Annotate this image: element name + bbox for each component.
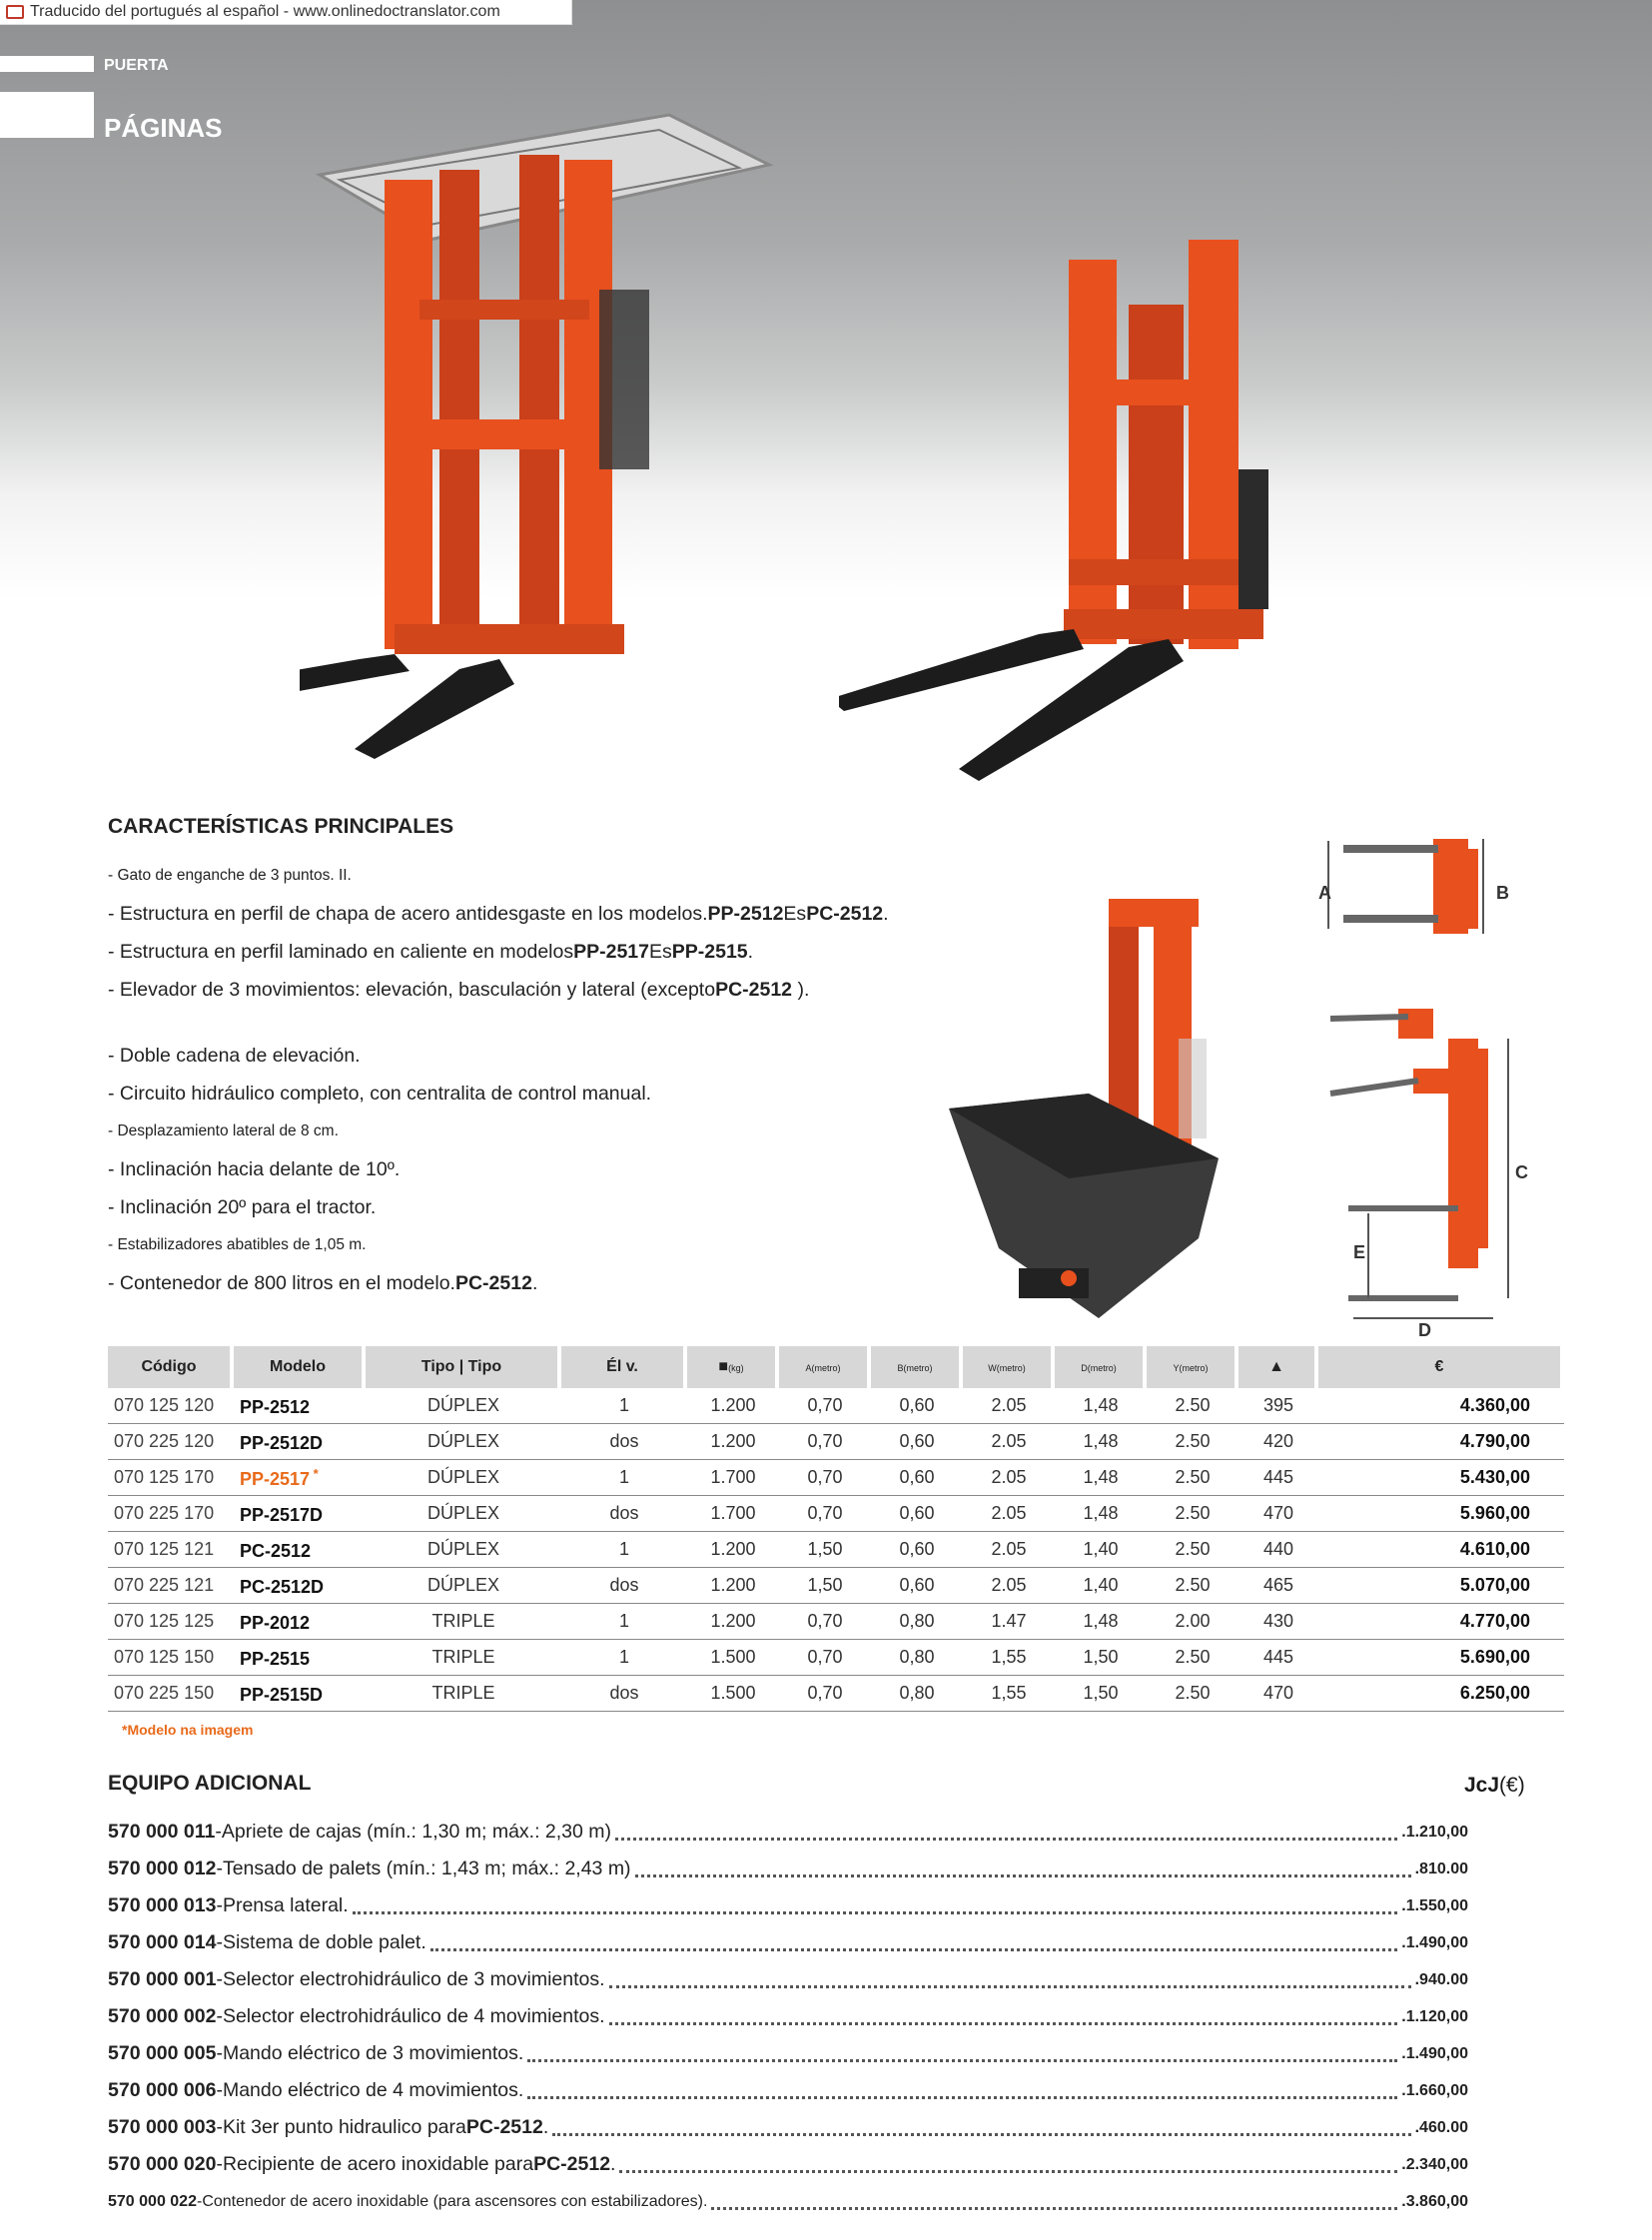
features-title: CARACTERÍSTICAS PRINCIPALES bbox=[108, 815, 454, 838]
cell-y: 2.50 bbox=[1147, 1676, 1239, 1712]
cell-a: 1,50 bbox=[779, 1568, 871, 1604]
translator-banner-text: Traducido del portugués al español - www.onlinedoctranslator.com bbox=[30, 3, 500, 20]
hero-photo bbox=[0, 0, 1652, 799]
cell-b: 0,60 bbox=[871, 1532, 963, 1568]
cell-w: 2.05 bbox=[963, 1460, 1055, 1496]
equipment-currency: JcJ(€) bbox=[1464, 1774, 1525, 1797]
cell-v: 1 bbox=[561, 1532, 687, 1568]
dim-label-e: E bbox=[1353, 1242, 1366, 1262]
cell-kg: 1.700 bbox=[687, 1496, 779, 1532]
col-weight bbox=[1239, 1346, 1318, 1388]
dim-label-a: A bbox=[1318, 883, 1331, 903]
cell-model: PP-2012 bbox=[234, 1604, 366, 1640]
cell-kg: 1.200 bbox=[687, 1568, 779, 1604]
cell-model: PP-2512 bbox=[234, 1388, 366, 1424]
feature-item: - Desplazamiento lateral de 8 cm. bbox=[108, 1122, 339, 1139]
cell-type: TRIPLE bbox=[366, 1676, 561, 1712]
cell-w: 2.05 bbox=[963, 1532, 1055, 1568]
col-y: Y(metro) bbox=[1147, 1346, 1239, 1388]
cell-weight: 445 bbox=[1239, 1460, 1318, 1496]
cell-price: 4.610,00 bbox=[1318, 1532, 1564, 1568]
cell-v: dos bbox=[561, 1496, 687, 1532]
dim-label-c: C bbox=[1515, 1162, 1528, 1182]
table-row bbox=[108, 1604, 1564, 1640]
pallet-lifter-photo-right bbox=[839, 230, 1318, 799]
equipment-item: 570 000 003 -Kit 3er punto hidraulico paraPC-2512. .460.00 bbox=[108, 2116, 1468, 2138]
cell-a: 0,70 bbox=[779, 1424, 871, 1460]
equipment-item: 570 000 002 -Selector electrohidráulico de 4 movimientos. .1.120,00 bbox=[108, 2005, 1468, 2027]
translator-banner[interactable] bbox=[0, 0, 572, 25]
cell-v: 1 bbox=[561, 1460, 687, 1496]
cell-kg: 1.200 bbox=[687, 1532, 779, 1568]
cell-b: 0,60 bbox=[871, 1460, 963, 1496]
equipment-title: EQUIPO ADICIONAL bbox=[108, 1772, 312, 1795]
feature-item: - Estabilizadores abatibles de 1,05 m. bbox=[108, 1236, 367, 1253]
col-w: W(metro) bbox=[963, 1346, 1055, 1388]
cell-w: 1,55 bbox=[963, 1676, 1055, 1712]
cell-w: 2.05 bbox=[963, 1496, 1055, 1532]
cell-price: 5.430,00 bbox=[1318, 1460, 1564, 1496]
cell-kg: 1.200 bbox=[687, 1604, 779, 1640]
cell-weight: 430 bbox=[1239, 1604, 1318, 1640]
cell-v: dos bbox=[561, 1676, 687, 1712]
col-capacity: ■(kg) bbox=[687, 1346, 779, 1388]
cell-model: PC-2512D bbox=[234, 1568, 366, 1604]
cell-weight: 440 bbox=[1239, 1532, 1318, 1568]
cell-type: DÚPLEX bbox=[366, 1424, 561, 1460]
cell-b: 0,80 bbox=[871, 1604, 963, 1640]
feature-item: - Inclinación hacia delante de 10º. bbox=[108, 1158, 401, 1180]
feature-item: - Estructura en perfil de chapa de acero antidesgaste en los modelos.PP-2512EsPC-2512. bbox=[108, 903, 889, 925]
equipment-item: 570 000 006 -Mando eléctrico de 4 movimientos. .1.660,00 bbox=[108, 2079, 1468, 2101]
cell-kg: 1.200 bbox=[687, 1388, 779, 1424]
section-tab-small bbox=[0, 56, 94, 72]
cell-b: 0,80 bbox=[871, 1676, 963, 1712]
cell-d: 1,48 bbox=[1055, 1388, 1147, 1424]
cell-type: DÚPLEX bbox=[366, 1496, 561, 1532]
dim-label-b: B bbox=[1496, 883, 1509, 903]
cell-model: PP-2517D bbox=[234, 1496, 366, 1532]
cell-a: 1,50 bbox=[779, 1532, 871, 1568]
col-modelo: Modelo bbox=[234, 1346, 366, 1388]
cell-b: 0,60 bbox=[871, 1496, 963, 1532]
cell-code: 070 125 170 bbox=[108, 1460, 234, 1496]
cell-code: 070 125 120 bbox=[108, 1388, 234, 1424]
col-b: B(metro) bbox=[871, 1346, 963, 1388]
cell-type: TRIPLE bbox=[366, 1640, 561, 1676]
equipment-item: 570 000 005 -Mando eléctrico de 3 movimientos. .1.490,00 bbox=[108, 2042, 1468, 2064]
cell-kg: 1.500 bbox=[687, 1676, 779, 1712]
cell-price: 5.070,00 bbox=[1318, 1568, 1564, 1604]
weight-icon: ▲ bbox=[1268, 1358, 1284, 1375]
feature-item: - Gato de enganche de 3 puntos. II. bbox=[108, 867, 352, 884]
cell-y: 2.50 bbox=[1147, 1496, 1239, 1532]
cell-kg: 1.200 bbox=[687, 1424, 779, 1460]
section-tab-big bbox=[0, 92, 94, 138]
cell-weight: 420 bbox=[1239, 1424, 1318, 1460]
cell-code: 070 225 121 bbox=[108, 1568, 234, 1604]
cell-a: 0,70 bbox=[779, 1388, 871, 1424]
cell-price: 4.360,00 bbox=[1318, 1388, 1564, 1424]
load-icon: ■ bbox=[718, 1358, 729, 1375]
cell-d: 1,40 bbox=[1055, 1532, 1147, 1568]
bin-attachment-photo bbox=[949, 879, 1248, 1338]
cell-price: 4.770,00 bbox=[1318, 1604, 1564, 1640]
section-label-big: PÁGINAS bbox=[104, 113, 223, 143]
cell-model: PP-2517 * bbox=[234, 1460, 366, 1496]
cell-w: 2.05 bbox=[963, 1424, 1055, 1460]
cell-kg: 1.500 bbox=[687, 1640, 779, 1676]
col-d: D(metro) bbox=[1055, 1346, 1147, 1388]
col-tipo: Tipo | Tipo bbox=[366, 1346, 561, 1388]
translate-icon bbox=[6, 5, 24, 19]
col-price: € bbox=[1318, 1346, 1564, 1388]
equipment-item: 570 000 022 -Contenedor de acero inoxidable (para ascensores con estabilizadores). .3.860,00 bbox=[108, 2192, 1468, 2210]
cell-price: 5.960,00 bbox=[1318, 1496, 1564, 1532]
cell-v: 1 bbox=[561, 1388, 687, 1424]
cell-y: 2.50 bbox=[1147, 1532, 1239, 1568]
cell-d: 1,48 bbox=[1055, 1496, 1147, 1532]
table-row bbox=[108, 1568, 1564, 1604]
cell-v: dos bbox=[561, 1424, 687, 1460]
col-a: A(metro) bbox=[779, 1346, 871, 1388]
table-row bbox=[108, 1496, 1564, 1532]
cell-weight: 395 bbox=[1239, 1388, 1318, 1424]
cell-w: 1,55 bbox=[963, 1640, 1055, 1676]
cell-v: 1 bbox=[561, 1604, 687, 1640]
equipment-item: 570 000 020 -Recipiente de acero inoxidable paraPC-2512. .2.340,00 bbox=[108, 2153, 1468, 2175]
col-codigo: Código bbox=[108, 1346, 234, 1388]
cell-b: 0,60 bbox=[871, 1568, 963, 1604]
cell-code: 070 125 150 bbox=[108, 1640, 234, 1676]
feature-item: - Contenedor de 800 litros en el modelo.PC-2512. bbox=[108, 1272, 538, 1294]
equipment-item: 570 000 011 -Apriete de cajas (mín.: 1,30 m; máx.: 2,30 m) .1.210,00 bbox=[108, 1821, 1468, 1843]
cell-type: DÚPLEX bbox=[366, 1568, 561, 1604]
cell-price: 6.250,00 bbox=[1318, 1676, 1564, 1712]
cell-weight: 445 bbox=[1239, 1640, 1318, 1676]
cell-price: 4.790,00 bbox=[1318, 1424, 1564, 1460]
cell-d: 1,50 bbox=[1055, 1676, 1147, 1712]
cell-d: 1,48 bbox=[1055, 1604, 1147, 1640]
pallet-lifter-photo-left bbox=[300, 60, 779, 779]
table-row bbox=[108, 1460, 1564, 1496]
table-row bbox=[108, 1424, 1564, 1460]
table-row bbox=[108, 1676, 1564, 1712]
cell-v: 1 bbox=[561, 1640, 687, 1676]
features-list bbox=[108, 857, 927, 1302]
cell-type: DÚPLEX bbox=[366, 1460, 561, 1496]
cell-b: 0,60 bbox=[871, 1424, 963, 1460]
feature-item: - Inclinación 20º para el tractor. bbox=[108, 1196, 377, 1218]
cell-a: 0,70 bbox=[779, 1676, 871, 1712]
cell-code: 070 225 120 bbox=[108, 1424, 234, 1460]
cell-b: 0,80 bbox=[871, 1640, 963, 1676]
cell-model: PP-2515 bbox=[234, 1640, 366, 1676]
col-elv: Él v. bbox=[561, 1346, 687, 1388]
cell-model: PP-2512D bbox=[234, 1424, 366, 1460]
feature-item: - Elevador de 3 movimientos: elevación, basculación y lateral (exceptoPC-2512 ). bbox=[108, 979, 810, 1001]
cell-code: 070 125 121 bbox=[108, 1532, 234, 1568]
cell-code: 070 225 170 bbox=[108, 1496, 234, 1532]
cell-price: 5.690,00 bbox=[1318, 1640, 1564, 1676]
cell-y: 2.50 bbox=[1147, 1640, 1239, 1676]
cell-d: 1,48 bbox=[1055, 1460, 1147, 1496]
table-row bbox=[108, 1532, 1564, 1568]
table-row bbox=[108, 1388, 1564, 1424]
cell-weight: 465 bbox=[1239, 1568, 1318, 1604]
cell-a: 0,70 bbox=[779, 1604, 871, 1640]
cell-type: TRIPLE bbox=[366, 1604, 561, 1640]
cell-d: 1,40 bbox=[1055, 1568, 1147, 1604]
equipment-item: 570 000 014 -Sistema de doble palet. .1.490,00 bbox=[108, 1931, 1468, 1953]
cell-y: 2.00 bbox=[1147, 1604, 1239, 1640]
cell-weight: 470 bbox=[1239, 1496, 1318, 1532]
cell-a: 0,70 bbox=[779, 1640, 871, 1676]
cell-d: 1,48 bbox=[1055, 1424, 1147, 1460]
cell-b: 0,60 bbox=[871, 1388, 963, 1424]
cell-y: 2.50 bbox=[1147, 1388, 1239, 1424]
cell-y: 2.50 bbox=[1147, 1424, 1239, 1460]
cell-w: 2.05 bbox=[963, 1388, 1055, 1424]
cell-type: DÚPLEX bbox=[366, 1388, 561, 1424]
equipment-item: 570 000 012 -Tensado de palets (mín.: 1,43 m; máx.: 2,43 m) .810.00 bbox=[108, 1858, 1468, 1879]
cell-d: 1,50 bbox=[1055, 1640, 1147, 1676]
cell-code: 070 125 125 bbox=[108, 1604, 234, 1640]
dimension-diagram bbox=[1318, 819, 1578, 1338]
dim-label-d: D bbox=[1418, 1320, 1431, 1338]
table-row bbox=[108, 1640, 1564, 1676]
cell-model: PP-2515D bbox=[234, 1676, 366, 1712]
feature-item: - Circuito hidráulico completo, con centralita de control manual. bbox=[108, 1083, 652, 1105]
equipment-list bbox=[108, 1814, 1468, 2220]
cell-type: DÚPLEX bbox=[366, 1532, 561, 1568]
equipment-item: 570 000 001 -Selector electrohidráulico de 3 movimientos. .940.00 bbox=[108, 1968, 1468, 1990]
spec-table-header bbox=[108, 1346, 1564, 1388]
model-note: *Modelo na imagem bbox=[122, 1722, 254, 1738]
cell-a: 0,70 bbox=[779, 1460, 871, 1496]
cell-y: 2.50 bbox=[1147, 1568, 1239, 1604]
cell-kg: 1.700 bbox=[687, 1460, 779, 1496]
cell-w: 1.47 bbox=[963, 1604, 1055, 1640]
equipment-item: 570 000 013 -Prensa lateral. .1.550,00 bbox=[108, 1894, 1468, 1916]
cell-a: 0,70 bbox=[779, 1496, 871, 1532]
spec-table bbox=[108, 1346, 1564, 1712]
feature-item: - Estructura en perfil laminado en caliente en modelosPP-2517EsPP-2515. bbox=[108, 941, 754, 963]
section-label-small: PUERTA bbox=[104, 57, 169, 74]
dimension-drawings bbox=[939, 819, 1578, 1338]
cell-y: 2.50 bbox=[1147, 1460, 1239, 1496]
cell-w: 2.05 bbox=[963, 1568, 1055, 1604]
cell-v: dos bbox=[561, 1568, 687, 1604]
cell-weight: 470 bbox=[1239, 1676, 1318, 1712]
cell-model: PC-2512 bbox=[234, 1532, 366, 1568]
cell-code: 070 225 150 bbox=[108, 1676, 234, 1712]
feature-item: - Doble cadena de elevación. bbox=[108, 1045, 361, 1067]
